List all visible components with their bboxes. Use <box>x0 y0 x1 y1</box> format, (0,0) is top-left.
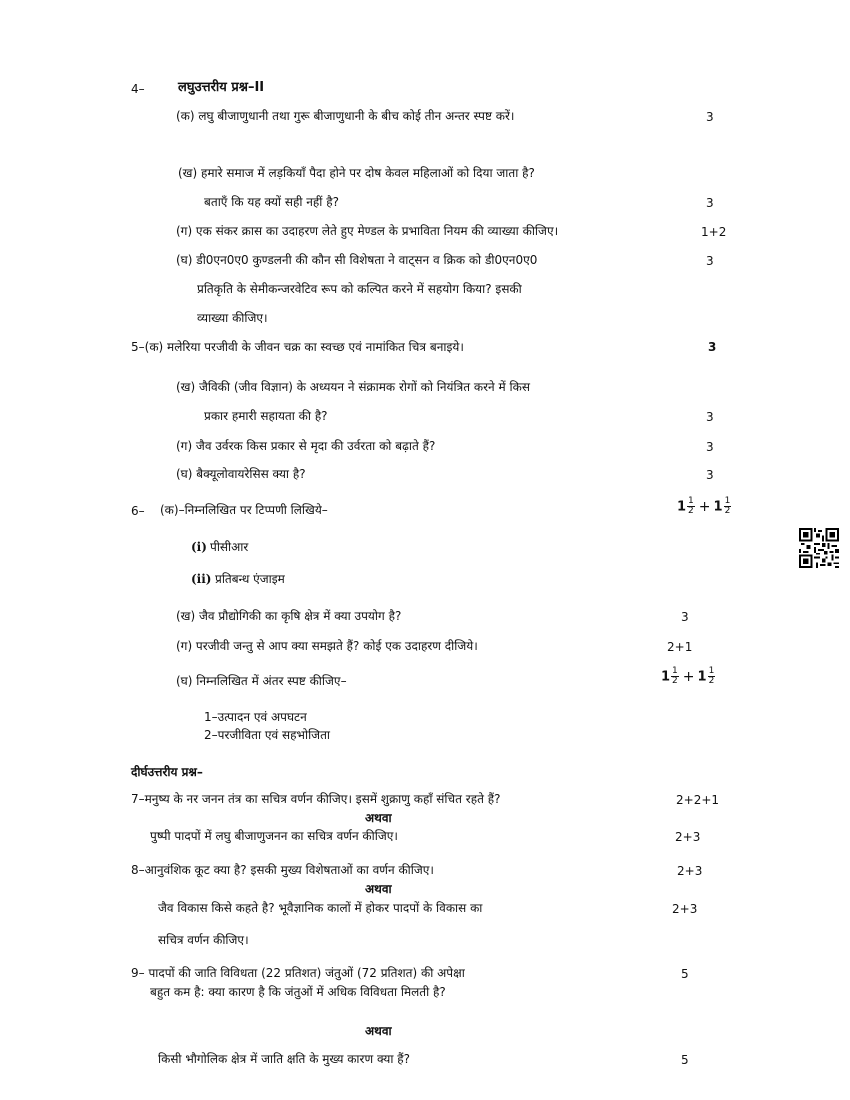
question-4-kha-line-2: बताएँ कि यह क्यों सही नहीं है? <box>204 195 339 209</box>
question-6-ka: (क)–निम्नलिखित पर टिप्पणी लिखिये– <box>160 503 328 517</box>
question-4-number: 4– <box>131 82 145 96</box>
or-label-2: अथवा <box>365 882 392 896</box>
question-6-kha-marks: 3 <box>681 610 689 624</box>
question-7-alternative-marks: 2+3 <box>675 830 701 844</box>
question-4-kha-marks: 3 <box>706 196 714 210</box>
question-9-alternative-marks: 5 <box>681 1053 689 1067</box>
question-7: 7–मनुष्य के नर जनन तंत्र का सचित्र वर्णन कीजिए। इसमें शुक्राणु कहाँ संचित रहते हैं? <box>131 792 501 806</box>
question-4-ka: (क) लघु बीजाणुधानी तथा गुरू बीजाणुधानी के बीच कोई तीन अन्तर स्पष्ट करें। <box>176 109 515 123</box>
question-4-gha-marks: 3 <box>706 254 714 268</box>
question-4-gha-line-1: (घ) डी0एन0ए0 कुण्डलनी की कौन सी विशेषता ने वाट्सन व क्रिक को डी0एन0ए0 <box>176 253 538 267</box>
question-5-kha-marks: 3 <box>706 410 714 424</box>
question-4-ga-marks: 1+2 <box>701 225 727 239</box>
or-label-1: अथवा <box>365 811 392 825</box>
question-5-kha-line-2: प्रकार हमारी सहायता की है? <box>204 409 328 423</box>
question-9-marks: 5 <box>681 967 689 981</box>
question-6-item-ii-label: (ii) <box>191 572 212 586</box>
question-8: 8–आनुवंशिक कूट क्या है? इसकी मुख्य विशेषताओं का वर्णन कीजिए। <box>131 863 434 877</box>
or-label-3: अथवा <box>365 1024 392 1038</box>
section-heading-long-answer: दीर्घउत्तरीय प्रश्न– <box>131 765 203 779</box>
question-5-ga: (ग) जैव उर्वरक किस प्रकार से मृदा की उर्वरता को बढ़ाते हैं? <box>176 439 436 453</box>
question-6-gha-item-1: 1–उत्पादन एवं अपघटन <box>204 710 307 724</box>
question-5-ka-marks: 3 <box>708 340 717 354</box>
question-5-ga-marks: 3 <box>706 440 714 454</box>
question-5-gha-marks: 3 <box>706 468 714 482</box>
question-6-gha: (घ) निम्नलिखित में अंतर स्पष्ट कीजिए– <box>176 674 347 688</box>
question-6-gha-item-2: 2–परजीविता एवं सहभोजिता <box>204 728 331 742</box>
question-8-alternative-marks: 2+3 <box>672 902 698 916</box>
question-9-alternative: किसी भौगोलिक क्षेत्र में जाति क्षति के मुख्य कारण क्या हैं? <box>158 1052 410 1066</box>
question-4-ga: (ग) एक संकर क्रास का उदाहरण लेते हुए मेण्डल के प्रभाविता नियम की व्याख्या कीजिए। <box>176 224 559 238</box>
question-4-ka-marks: 3 <box>706 110 714 124</box>
question-6-item-i: पीसीआर <box>210 540 249 554</box>
question-5-gha: (घ) बैक्यूलोवायरेसिस क्या है? <box>176 467 306 481</box>
question-8-alternative-line-2: सचित्र वर्णन कीजिए। <box>158 933 249 947</box>
question-5-kha-line-1: (ख) जैविकी (जीव विज्ञान) के अध्ययन ने संक्रामक रोगों को नियंत्रित करने में किस <box>176 380 530 394</box>
question-6-item-i-label: (i) <box>191 540 207 554</box>
question-6-number: 6– <box>131 504 145 518</box>
question-7-marks: 2+2+1 <box>676 793 720 807</box>
question-4-gha-line-2: प्रतिकृति के सेमीकन्जरवेटिव रूप को कल्पित करने में सहयोग किया? इसकी <box>197 282 522 296</box>
question-8-marks: 2+3 <box>677 864 703 878</box>
section-heading-short-answer-2: लघुउत्तरीय प्रश्न–II <box>178 80 265 95</box>
question-7-alternative: पुष्पी पादपों में लघु बीजाणुजनन का सचित्र वर्णन कीजिए। <box>150 829 398 843</box>
question-6-kha: (ख) जैव प्रौद्योगिकी का कृषि क्षेत्र में क्या उपयोग है? <box>176 609 402 623</box>
question-6-gha-marks: 1 $\frac{1}{2}$ + 1 $\frac{1}{2}$ <box>661 666 715 687</box>
qr-code-icon <box>799 528 839 568</box>
question-6-item-ii: प्रतिबन्ध एंजाइम <box>215 572 285 586</box>
question-4-gha-line-3: व्याख्या कीजिए। <box>197 311 268 325</box>
question-6-ga: (ग) परजीवी जन्तु से आप क्या समझते हैं? कोई एक उदाहरण दीजिये। <box>176 639 478 653</box>
question-9-line-1: 9– पादपों की जाति विविधता (22 प्रतिशत) जंतुओं (72 प्रतिशत) की अपेक्षा <box>131 966 465 980</box>
question-4-kha-line-1: (ख) हमारे समाज में लड़कियाँ पैदा होने पर दोष केवल महिलाओं को दिया जाता है? <box>178 166 535 180</box>
question-6-ga-marks: 2+1 <box>667 640 693 654</box>
question-5-ka: 5–(क) मलेरिया परजीवी के जीवन चक्र का स्वच्छ एवं नामांकित चित्र बनाइये। <box>131 340 464 354</box>
question-8-alternative-line-1: जैव विकास किसे कहते है? भूवैज्ञानिक कालों में होकर पादपों के विकास का <box>158 901 483 915</box>
question-9-line-2: बहुत कम है: क्या कारण है कि जंतुओं में अधिक विविधता मिलती है? <box>150 985 446 999</box>
question-6-ka-marks: 1 $\frac{1}{2}$ + 1 $\frac{1}{2}$ <box>677 496 731 517</box>
